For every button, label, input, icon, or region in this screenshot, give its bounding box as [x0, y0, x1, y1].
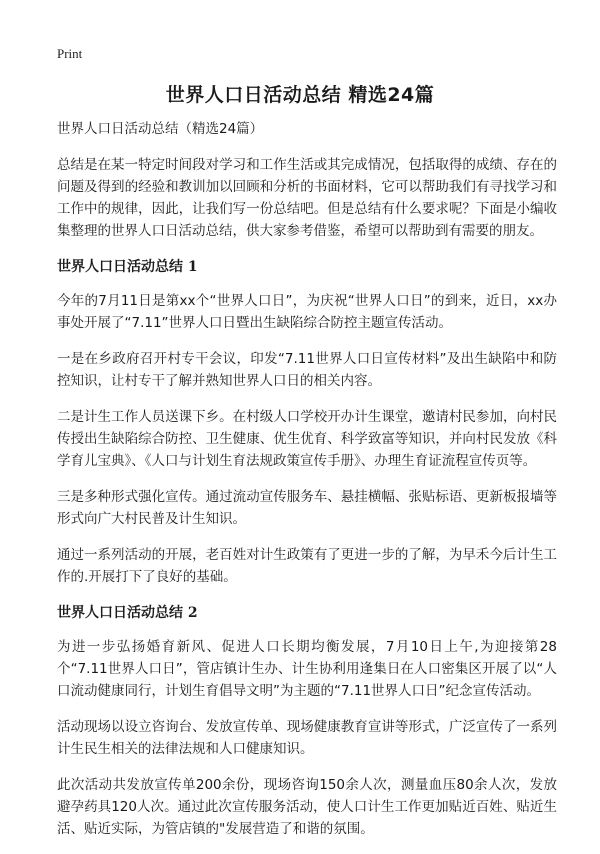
section-1-paragraph: 二是计生工作人员送课下乡。在村级人口学校开办计生课堂，邀请村民参加，向村民传授出生缺陷综合防控、卫生健康、优生优育、科学致富等知识，并向村民发放《科学育儿宝典》、《人口与计划生育法规政策宣传手册》、办理生育证流程宣传页等。: [57, 409, 557, 469]
section-heading-2: 世界人口日活动总结 2: [57, 605, 198, 621]
section-1-paragraph: 三是多种形式强化宣传。通过流动宣传服务车、悬挂横幅、张贴标语、更新板报墙等形式向广大村民普及计生知识。: [57, 489, 557, 527]
section-2-paragraph: 活动现场以设立咨询台、发放宣传单、现场健康教育宣讲等形式，广泛宣传了一系列计生民生相关的法律法规和人口健康知识。: [57, 719, 557, 757]
page-title: 世界人口日活动总结 精选24篇: [165, 84, 435, 106]
section-1-paragraph: 今年的7月11日是第xx个“世界人口日”，为庆祝“世界人口日”的到来，近日，xx办事处开展了“7.11”世界人口日暨出生缺陷综合防控主题宣传活动。: [57, 293, 557, 331]
section-1-paragraph: 一是在乡政府召开村专干会议，印发“7.11世界人口日宣传材料”及出生缺陷中和防控知识，让村专干了解并熟知世界人口日的相关内容。: [57, 351, 557, 389]
article-body: [57, 118, 557, 854]
print-link[interactable]: Print: [57, 46, 83, 61]
section-heading-1: 世界人口日活动总结 1: [57, 259, 198, 275]
intro-paragraph: 总结是在某一特定时间段对学习和工作生活或其完成情况，包括取得的成绩、存在的问题及得到的经验和教训加以回顾和分析的书面材料，它可以帮助我们有寻找学习和工作中的规律，因此，让我们写一份总结吧。但是总结有什么要求呢？下面是小编收集整理的世界人口日活动总结，供大家参考借鉴，希望可以帮助到有需要的朋友。: [57, 157, 557, 239]
section-1-paragraph: 通过一系列活动的开展，老百姓对计生政策有了更进一步的了解，为早禾今后计生工作的.开展打下了良好的基础。: [57, 547, 557, 585]
article-subtitle: 世界人口日活动总结（精选24篇）: [57, 121, 264, 137]
section-2-paragraph: 此次活动共发放宣传单200余份，现场咨询150余人次，测量血压80余人次，发放避孕药具120人次。通过此次宣传服务活动，使人口计生工作更加贴近百姓、贴近生活、贴近实际，为管店镇的"发展营造了和谐的氛围。: [57, 777, 557, 837]
section-2-paragraph: 为进一步弘扬婚育新风、促进人口长期均衡发展，7月10日上午,为迎接第28个“7.11世界人口日”，管店镇计生办、计生协利用逢集日在人口密集区开展了以“人口流动健康同行，计划生育倡导文明”为主题的“7.11世界人口日”纪念宣传活动。: [57, 639, 557, 699]
